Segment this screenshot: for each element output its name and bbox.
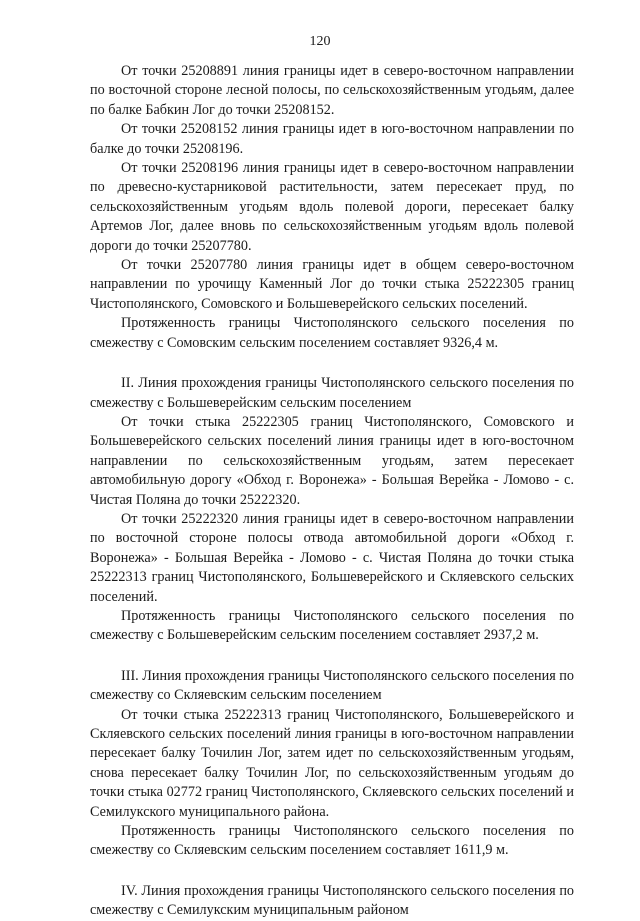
paragraph: От точки стыка 25222305 границ Чистополянского, Сомовского и Большеверейского сельских поселений линия границы идет в юго-восточном направлении по сельскохозяйственным угодьям, затем пересекает автомобильную дорогу «Обход г. Воронежа» - Большая Верейка - Ломово - с. Чистая Поляна до точки 25222320. bbox=[90, 413, 574, 508]
section-heading-3: III. Линия прохождения границы Чистополянского сельского поселения по смежеству со Скляевским сельским поселением bbox=[90, 667, 574, 704]
paragraph: От точки 25222320 линия границы идет в северо-восточном направлении по восточной стороне полосы отвода автомобильной дороги «Обход г. Воронежа» - Большая Верейка - Ломово - с. Чистая Поляна до точки стыка 25222313 границ Чистополянского, Большеверейского и Скляевского сельских поселений. bbox=[90, 510, 574, 605]
length-summary: Протяженность границы Чистополянского сельского поселения по смежеству со Скляевским сельским поселением составляет 1611,9 м. bbox=[90, 823, 574, 859]
section-heading-4: IV. Линия прохождения границы Чистополянского сельского поселения по смежеству с Семилукским муниципальным районом bbox=[90, 882, 574, 919]
paragraph: От точки стыка 25222313 границ Чистополянского, Большеверейского и Скляевского сельских поселений линия границы в юго-восточном направлении пересекает балку Точилин Лог, затем идет по сельскохозяйственным угодьям, снова пересекает балку Точилин Лог, по сельскохозяйственным угодьям до точки стыка 02772 границ Чистополянского, Скляевского сельских поселений и Семилукского муниципального района. bbox=[90, 706, 574, 820]
section-gap bbox=[90, 353, 574, 374]
paragraph: От точки 25208196 линия границы идет в северо-восточном направлении по древесно-кустарниковой растительности, затем пересекает пруд, по сельскохозяйственным угодьям вдоль полевой дороги, пересекает балку Артемов Лог, далее вновь по сельскохозяйственным угодьям вдоль полевой дороги до точки 25207780. bbox=[90, 160, 574, 254]
section-heading-2: II. Линия прохождения границы Чистополянского сельского поселения по смежеству с Большеверейским сельским поселением bbox=[90, 375, 574, 411]
page-number: 120 bbox=[309, 34, 331, 49]
section-gap bbox=[90, 646, 574, 667]
length-summary: Протяженность границы Чистополянского сельского поселения по смежеству с Большеверейским сельским поселением составляет 2937,2 м. bbox=[90, 607, 574, 644]
document-body bbox=[90, 62, 574, 921]
length-summary: Протяженность границы Чистополянского сельского поселения по смежеству с Сомовским сельским поселением составляет 9326,4 м. bbox=[90, 315, 574, 351]
paragraph: От точки 25207780 линия границы идет в общем северо-восточном направлении по урочищу Каменный Лог до точки стыка 25222305 границ Чистополянского, Сомовского и Большеверейского сельских поселений. bbox=[90, 257, 574, 312]
paragraph: От точки 25208152 линия границы идет в юго-восточном направлении по балке до точки 25208196. bbox=[90, 121, 574, 157]
paragraph: От точки 25208891 линия границы идет в северо-восточном направлении по восточной стороне лесной полосы, по сельскохозяйственным угодьям, далее по балке Бабкин Лог до точки 25208152. bbox=[90, 63, 574, 118]
section-gap bbox=[90, 861, 574, 882]
